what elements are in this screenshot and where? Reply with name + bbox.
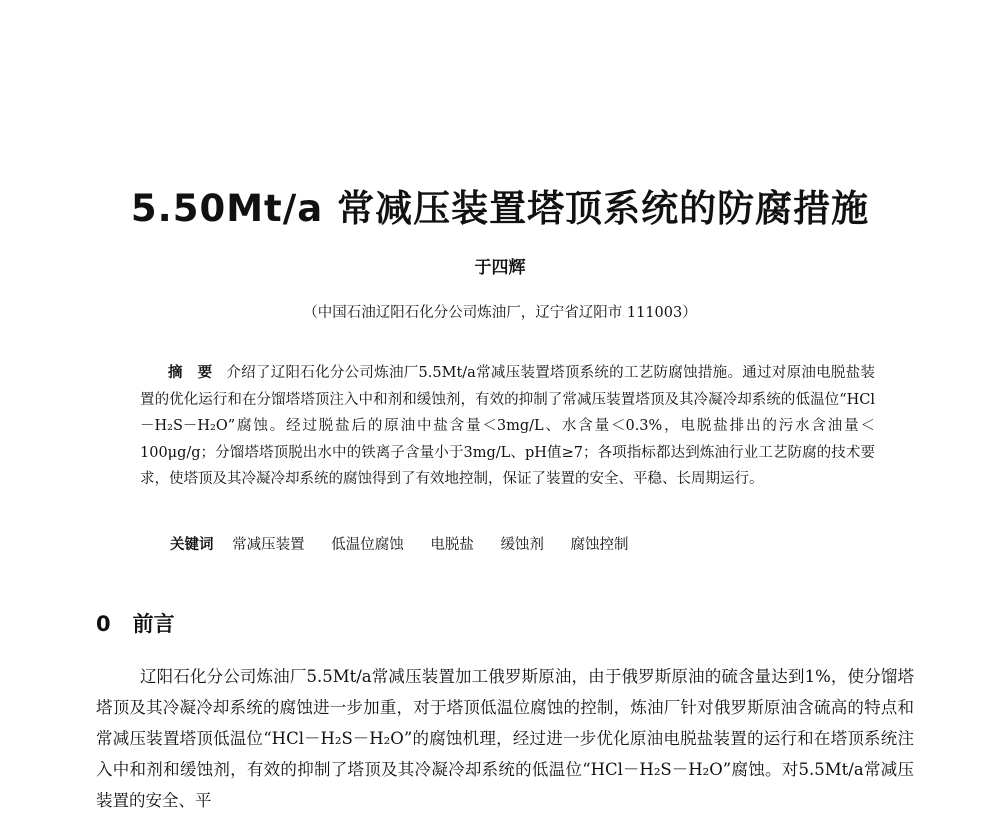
paper-title: 5.50Mt/a 常减压装置塔顶系统的防腐措施 [130,187,870,230]
body-paragraph: 辽阳石化分公司炼油厂5.5Mt/a常减压装置加工俄罗斯原油，由于俄罗斯原油的硫含量达到1%，使分馏塔塔顶及其冷凝冷却系统的腐蚀进一步加重，对于塔顶低温位腐蚀的控制，炼油厂针对俄罗斯原油含硫高的特点和常减压装置塔顶低温位“HCl－H₂S－H₂O”的腐蚀机理，经过进一步优化原油电脱盐装置的运行和在塔顶系统注入中和剂和缓蚀剂，有效的抑制了塔顶及其冷凝冷却系统的低温位“HCl－H₂S－H₂O”腐蚀。对5.5Mt/a常减压装置的安全、平 [96,667,914,810]
keyword: 缓蚀剂 [500,537,544,553]
author-name: 于四辉 [474,258,526,278]
keyword: 电脱盐 [430,537,474,553]
section-title: 前言 [132,612,175,636]
section-heading [96,608,175,638]
keywords [170,533,890,554]
keyword: 腐蚀控制 [570,537,629,553]
abstract-label: 摘 要 [168,365,213,381]
abstract [140,360,875,493]
keywords-label: 关键词 [170,537,214,553]
keyword: 常减压装置 [232,537,305,553]
author-affiliation: （中国石油辽阳石化分公司炼油厂，辽宁省辽阳市 111003） [303,305,697,321]
section-number: 0 [96,612,111,636]
abstract-text: 介绍了辽阳石化分公司炼油厂5.5Mt/a常减压装置塔顶系统的工艺防腐蚀措施。通过对原油电脱盐装置的优化运行和在分馏塔塔顶注入中和剂和缓蚀剂，有效的抑制了常减压装置塔顶及其冷凝冷却系统的低温位“HCl－H₂S－H₂O”腐蚀。经过脱盐后的原油中盐含量＜3mg/L、水含量＜0.3%，电脱盐排出的污水含油量＜100μg/g；分馏塔塔顶脱出水中的铁离子含量小于3mg/L、pH值≥7；各项指标都达到炼油行业工艺防腐的技术要求，使塔顶及其冷凝冷却系统的腐蚀得到了有效地控制，保证了装置的安全、平稳、长周期运行。 [140,365,876,487]
keyword: 低温位腐蚀 [331,537,404,553]
